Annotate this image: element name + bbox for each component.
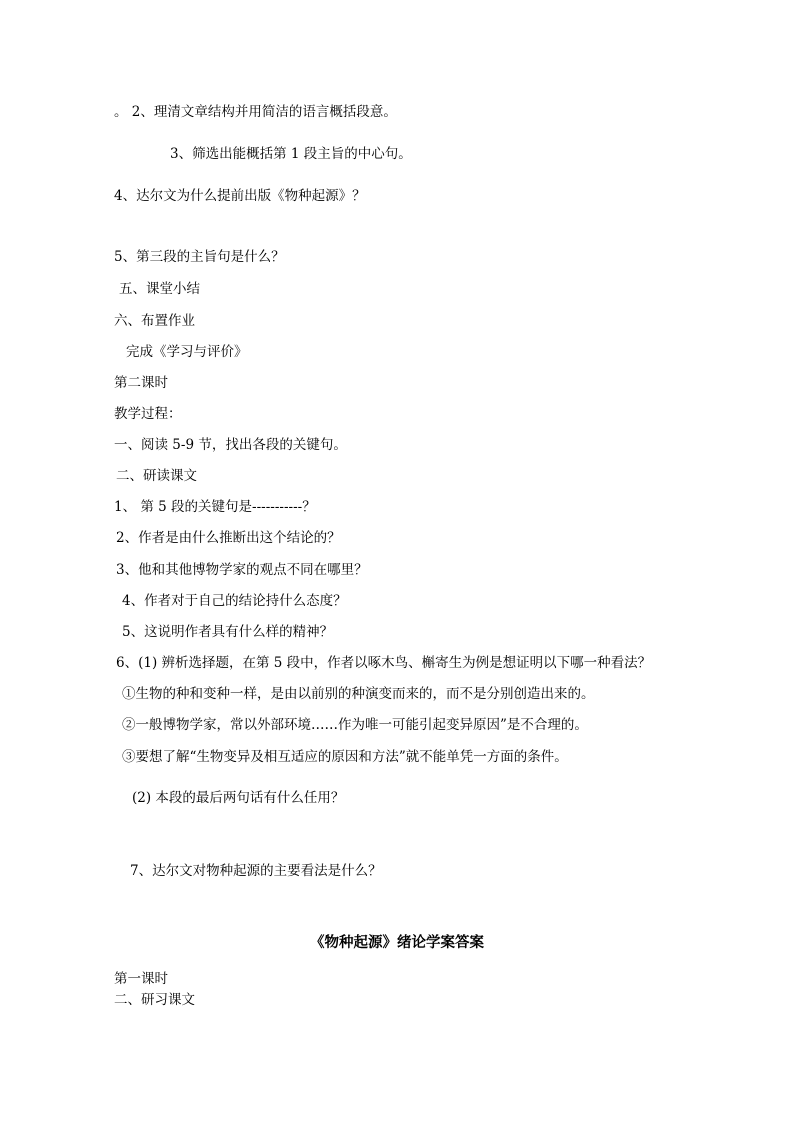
text-line-2: 3、筛选出能概括第 1 段主旨的中心句。: [170, 146, 412, 162]
question-5: 5、这说明作者具有什么样的精神？: [122, 624, 334, 640]
text-line-10: 一、阅读 5-9 节，找出各段的关键句。: [114, 437, 347, 453]
process-heading: 教学过程：: [114, 406, 182, 422]
question-4: 4、作者对于自己的结论持什么态度？: [122, 593, 347, 609]
question-3: 3、他和其他博物学家的观点不同在哪里？: [116, 562, 368, 578]
answer-lesson-heading: 第一课时: [114, 971, 168, 987]
text-line-4: 5、第三段的主旨句是什么？: [114, 249, 285, 265]
text-line-1: 。 2、理清文章结构并用简洁的语言概括段意。: [114, 104, 397, 120]
question-6-2: (2) 本段的最后两句话有什么任用？: [132, 790, 345, 806]
text-line-7: 完成《学习与评价》: [126, 344, 248, 360]
question-2: 2、作者是由什么推断出这个结论的？: [116, 530, 341, 546]
section-heading-summary: 五、课堂小结: [119, 281, 200, 297]
section-heading-homework: 六、布置作业: [114, 313, 195, 329]
lesson-heading-2: 第二课时: [114, 375, 168, 391]
answer-section-heading: 二、研习课文: [114, 992, 195, 1008]
option-2: ②一般博物学家，常以外部环境……作为唯一可能引起变异原因”是不合理的。: [122, 717, 588, 733]
option-3: ③要想了解“生物变异及相互适应的原因和方法”就不能单凭一方面的条件。: [122, 749, 568, 765]
question-6-1: 6、(1) 辨析选择题，在第 5 段中，作者以啄木鸟、槲寄生为例是想证明以下哪一种看法？: [116, 655, 652, 671]
section-heading-study: 二、研读课文: [116, 468, 197, 484]
text-line-3: 4、达尔文为什么提前出版《物种起源》？: [114, 188, 366, 204]
question-1: 1、 第 5 段的关键句是-----------？: [114, 499, 316, 515]
answer-title: 《物种起源》绪论学案答案: [310, 934, 484, 951]
question-7: 7、达尔文对物种起源的主要看法是什么？: [130, 863, 382, 879]
option-1: ①生物的种和变种一样，是由以前别的种演变而来的，而不是分别创造出来的。: [122, 686, 595, 702]
